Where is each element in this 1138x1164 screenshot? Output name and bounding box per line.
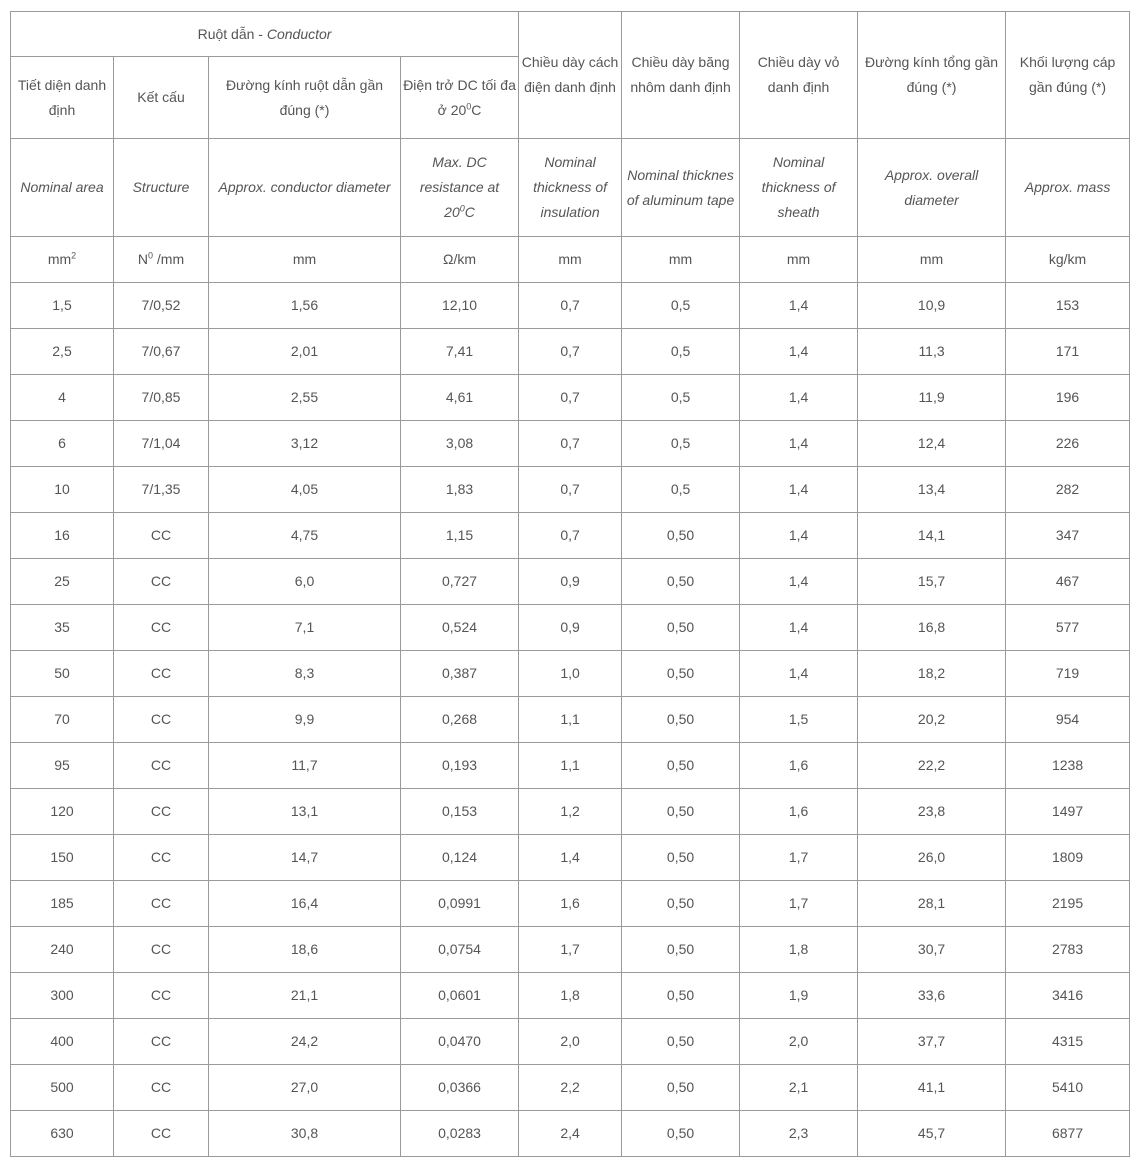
table-cell: 3,08 — [401, 421, 519, 467]
table-cell: 0,50 — [622, 789, 740, 835]
table-cell: 22,2 — [858, 743, 1006, 789]
header-structure-en: Structure — [114, 139, 209, 237]
header-conductor-diameter-vi: Đường kính ruột dẫn gần đúng (*) — [209, 57, 401, 139]
table-cell: 7/1,35 — [114, 467, 209, 513]
table-cell: 1,15 — [401, 513, 519, 559]
unit-text: mm — [919, 251, 944, 267]
table-row — [11, 743, 1130, 789]
table-cell: 12,4 — [858, 421, 1006, 467]
table-cell: 7,1 — [209, 605, 401, 651]
table-cell: 14,1 — [858, 513, 1006, 559]
resistance-vi-text: Điện trở DC tối đa ở 20 — [403, 76, 516, 118]
table-cell: 1,4 — [740, 559, 858, 605]
table-cell: 0,50 — [622, 559, 740, 605]
table-row — [11, 1019, 1130, 1065]
table-cell: 0,0470 — [401, 1019, 519, 1065]
table-row — [11, 467, 1130, 513]
table-cell: 35 — [11, 605, 114, 651]
table-cell: 0,50 — [622, 697, 740, 743]
table-cell: 4315 — [1006, 1019, 1130, 1065]
resistance-en-unit: C — [464, 204, 475, 220]
unit-cell — [519, 237, 622, 283]
table-cell: 13,4 — [858, 467, 1006, 513]
table-row — [11, 559, 1130, 605]
table-row — [11, 513, 1130, 559]
conductor-group-label-en: Conductor — [266, 25, 332, 42]
table-cell: 0,7 — [519, 467, 622, 513]
header-structure-vi: Kết cấu — [114, 57, 209, 139]
table-cell: 7/1,04 — [114, 421, 209, 467]
table-cell: CC — [114, 1019, 209, 1065]
unit-cell — [209, 237, 401, 283]
table-cell: 2,01 — [209, 329, 401, 375]
table-cell: 1,56 — [209, 283, 401, 329]
conductor-group-label-vi: Ruột dẫn - — [197, 25, 267, 42]
table-cell: 1,4 — [519, 835, 622, 881]
table-cell: 0,5 — [622, 329, 740, 375]
table-cell: CC — [114, 513, 209, 559]
resistance-en-sup: 0 — [459, 203, 465, 214]
table-cell: CC — [114, 697, 209, 743]
table-cell: 0,268 — [401, 697, 519, 743]
table-cell: 0,0754 — [401, 927, 519, 973]
header-sheath-vi: Chiều dày vỏ danh định — [740, 12, 858, 139]
table-cell: 0,524 — [401, 605, 519, 651]
unit-suffix: /mm — [153, 251, 185, 267]
table-cell: CC — [114, 559, 209, 605]
table-cell: 0,5 — [622, 467, 740, 513]
header-insulation-en: Nominal thickness of insulation — [519, 139, 622, 237]
header-row-units — [11, 237, 1130, 283]
table-cell: 7/0,85 — [114, 375, 209, 421]
unit-text: mm — [786, 251, 811, 267]
table-cell: 6877 — [1006, 1111, 1130, 1157]
table-cell: 0,50 — [622, 881, 740, 927]
table-cell: 0,7 — [519, 421, 622, 467]
table-cell: 23,8 — [858, 789, 1006, 835]
table-cell: 1,4 — [740, 421, 858, 467]
table-cell: 10,9 — [858, 283, 1006, 329]
table-cell: 4 — [11, 375, 114, 421]
table-cell: 1,4 — [740, 513, 858, 559]
table-cell: 0,50 — [622, 1111, 740, 1157]
table-cell: 0,5 — [622, 283, 740, 329]
table-cell: 0,50 — [622, 605, 740, 651]
table-cell: 1,5 — [11, 283, 114, 329]
unit-superscript: 0 — [148, 250, 154, 261]
table-cell: 0,0601 — [401, 973, 519, 1019]
table-cell: CC — [114, 605, 209, 651]
table-cell: 282 — [1006, 467, 1130, 513]
table-cell: 14,7 — [209, 835, 401, 881]
table-body — [11, 12, 1130, 1157]
table-row — [11, 1111, 1130, 1157]
header-tape-vi: Chiều dày băng nhôm danh định — [622, 12, 740, 139]
table-cell: 2,3 — [740, 1111, 858, 1157]
table-cell: 226 — [1006, 421, 1130, 467]
table-cell: 196 — [1006, 375, 1130, 421]
unit-superscript: 2 — [71, 250, 77, 261]
table-cell: 0,193 — [401, 743, 519, 789]
header-sheath-en: Nominal thickness of sheath — [740, 139, 858, 237]
table-row — [11, 375, 1130, 421]
table-cell: 4,61 — [401, 375, 519, 421]
header-area-en: Nominal area — [11, 139, 114, 237]
table-row — [11, 329, 1130, 375]
table-cell: 2,2 — [519, 1065, 622, 1111]
table-cell: CC — [114, 743, 209, 789]
table-cell: 6,0 — [209, 559, 401, 605]
table-cell: 0,50 — [622, 927, 740, 973]
table-cell: 50 — [11, 651, 114, 697]
table-cell: 7,41 — [401, 329, 519, 375]
table-row — [11, 697, 1130, 743]
unit-text: kg/km — [1048, 251, 1087, 267]
table-cell: 719 — [1006, 651, 1130, 697]
table-cell: 1,4 — [740, 651, 858, 697]
table-cell: 153 — [1006, 283, 1130, 329]
unit-cell — [622, 237, 740, 283]
table-cell: 24,2 — [209, 1019, 401, 1065]
table-cell: 1497 — [1006, 789, 1130, 835]
table-cell: 1,1 — [519, 743, 622, 789]
table-cell: 5410 — [1006, 1065, 1130, 1111]
unit-cell — [114, 237, 209, 283]
table-cell: 4,05 — [209, 467, 401, 513]
table-row — [11, 283, 1130, 329]
unit-cell — [11, 237, 114, 283]
table-cell: 0,7 — [519, 283, 622, 329]
resistance-vi-unit: C — [471, 101, 482, 118]
table-cell: 3416 — [1006, 973, 1130, 1019]
table-cell: 41,1 — [858, 1065, 1006, 1111]
table-cell: 0,5 — [622, 421, 740, 467]
table-cell: 4,75 — [209, 513, 401, 559]
table-cell: 6 — [11, 421, 114, 467]
table-cell: 1,4 — [740, 467, 858, 513]
table-row — [11, 927, 1130, 973]
table-cell: CC — [114, 881, 209, 927]
table-cell: 0,7 — [519, 329, 622, 375]
table-cell: 1,8 — [740, 927, 858, 973]
table-row — [11, 881, 1130, 927]
table-cell: 11,7 — [209, 743, 401, 789]
unit-text: mm — [292, 251, 317, 267]
table-cell: 1,6 — [740, 743, 858, 789]
table-cell: 18,6 — [209, 927, 401, 973]
table-cell: 2,4 — [519, 1111, 622, 1157]
table-cell: 0,50 — [622, 835, 740, 881]
table-cell: 1,83 — [401, 467, 519, 513]
table-cell: 2,5 — [11, 329, 114, 375]
unit-text: mm — [668, 251, 693, 267]
table-cell: 21,1 — [209, 973, 401, 1019]
table-row — [11, 605, 1130, 651]
unit-text: Ω/km — [443, 251, 477, 267]
table-cell: 1,7 — [740, 835, 858, 881]
table-cell: 0,50 — [622, 1065, 740, 1111]
table-cell: CC — [114, 1065, 209, 1111]
table-cell: 25 — [11, 559, 114, 605]
table-cell: 954 — [1006, 697, 1130, 743]
table-cell: 2783 — [1006, 927, 1130, 973]
table-cell: CC — [114, 835, 209, 881]
table-cell: 1,0 — [519, 651, 622, 697]
table-cell: 185 — [11, 881, 114, 927]
table-cell: 0,9 — [519, 605, 622, 651]
table-cell: 20,2 — [858, 697, 1006, 743]
table-cell: 30,8 — [209, 1111, 401, 1157]
table-cell: 0,0366 — [401, 1065, 519, 1111]
table-cell: 630 — [11, 1111, 114, 1157]
header-overall-diameter-en: Approx. overall diameter — [858, 139, 1006, 237]
unit-cell — [858, 237, 1006, 283]
table-cell: 7/0,67 — [114, 329, 209, 375]
resistance-vi-sup: 0 — [466, 100, 472, 111]
header-resistance-vi — [401, 57, 519, 139]
table-cell: 0,7 — [519, 513, 622, 559]
table-cell: 2195 — [1006, 881, 1130, 927]
table-cell: 10 — [11, 467, 114, 513]
table-cell: 45,7 — [858, 1111, 1006, 1157]
table-cell: 0,124 — [401, 835, 519, 881]
table-row — [11, 973, 1130, 1019]
table-cell: 11,3 — [858, 329, 1006, 375]
table-cell: 9,9 — [209, 697, 401, 743]
table-cell: 16 — [11, 513, 114, 559]
table-cell: 2,55 — [209, 375, 401, 421]
table-cell: 1,8 — [519, 973, 622, 1019]
table-row — [11, 1065, 1130, 1111]
header-insulation-vi: Chiều dày cách điện danh định — [519, 12, 622, 139]
table-cell: 0,50 — [622, 743, 740, 789]
table-cell: 1,2 — [519, 789, 622, 835]
header-overall-diameter-vi: Đường kính tổng gần đúng (*) — [858, 12, 1006, 139]
table-cell: 1,4 — [740, 329, 858, 375]
table-cell: 1809 — [1006, 835, 1130, 881]
table-cell: CC — [114, 927, 209, 973]
table-cell: 1238 — [1006, 743, 1130, 789]
header-conductor-diameter-en: Approx. conductor diameter — [209, 139, 401, 237]
table-cell: 150 — [11, 835, 114, 881]
resistance-en-text: Max. DC resistance at 20 — [419, 154, 500, 220]
table-cell: 2,0 — [740, 1019, 858, 1065]
header-mass-en: Approx. mass — [1006, 139, 1130, 237]
table-cell: 0,727 — [401, 559, 519, 605]
table-cell: CC — [114, 789, 209, 835]
table-cell: 3,12 — [209, 421, 401, 467]
table-cell: 240 — [11, 927, 114, 973]
table-cell: 1,1 — [519, 697, 622, 743]
table-cell: 500 — [11, 1065, 114, 1111]
table-cell: 15,7 — [858, 559, 1006, 605]
table-cell: 300 — [11, 973, 114, 1019]
table-row — [11, 421, 1130, 467]
table-cell: CC — [114, 973, 209, 1019]
unit-cell — [740, 237, 858, 283]
cable-spec-table — [10, 11, 1130, 1157]
header-tape-en: Nominal thicknes of aluminum tape — [622, 139, 740, 237]
table-cell: 0,153 — [401, 789, 519, 835]
table-cell: 0,50 — [622, 1019, 740, 1065]
table-cell: 1,6 — [519, 881, 622, 927]
table-cell: 1,4 — [740, 375, 858, 421]
table-cell: 0,5 — [622, 375, 740, 421]
table-cell: 12,10 — [401, 283, 519, 329]
table-cell: 1,7 — [740, 881, 858, 927]
table-cell: 70 — [11, 697, 114, 743]
table-cell: 30,7 — [858, 927, 1006, 973]
table-cell: 26,0 — [858, 835, 1006, 881]
table-cell: 0,50 — [622, 973, 740, 1019]
table-cell: 0,50 — [622, 651, 740, 697]
table-cell: 37,7 — [858, 1019, 1006, 1065]
table-cell: 0,0283 — [401, 1111, 519, 1157]
table-cell: 8,3 — [209, 651, 401, 697]
table-cell: 11,9 — [858, 375, 1006, 421]
unit-cell — [401, 237, 519, 283]
header-row-group — [11, 12, 1130, 57]
table-cell: 0,387 — [401, 651, 519, 697]
table-cell: 120 — [11, 789, 114, 835]
table-cell: 171 — [1006, 329, 1130, 375]
table-cell: 7/0,52 — [114, 283, 209, 329]
table-cell: 1,4 — [740, 605, 858, 651]
unit-text: mm — [558, 251, 582, 267]
table-cell: 28,1 — [858, 881, 1006, 927]
table-cell: 0,7 — [519, 375, 622, 421]
header-mass-vi: Khối lượng cáp gần đúng (*) — [1006, 12, 1130, 139]
table-cell: 16,4 — [209, 881, 401, 927]
table-cell: 0,0991 — [401, 881, 519, 927]
table-row — [11, 651, 1130, 697]
table-cell: 1,5 — [740, 697, 858, 743]
table-cell: 0,9 — [519, 559, 622, 605]
table-cell: 13,1 — [209, 789, 401, 835]
table-cell: 95 — [11, 743, 114, 789]
table-cell: 1,4 — [740, 283, 858, 329]
table-cell: 1,9 — [740, 973, 858, 1019]
table-cell: 16,8 — [858, 605, 1006, 651]
header-row-en — [11, 139, 1130, 237]
table-row — [11, 789, 1130, 835]
unit-text: N — [137, 251, 148, 267]
header-area-vi: Tiết diện danh định — [11, 57, 114, 139]
table-cell: 18,2 — [858, 651, 1006, 697]
table-cell: 2,1 — [740, 1065, 858, 1111]
table-cell: 400 — [11, 1019, 114, 1065]
table-cell: CC — [114, 1111, 209, 1157]
unit-text: mm — [47, 251, 72, 267]
table-row — [11, 835, 1130, 881]
unit-cell — [1006, 237, 1130, 283]
table-cell: 2,0 — [519, 1019, 622, 1065]
conductor-group-header — [11, 12, 519, 57]
table-cell: 1,7 — [519, 927, 622, 973]
table-cell: 467 — [1006, 559, 1130, 605]
table-cell: 33,6 — [858, 973, 1006, 1019]
table-cell: 577 — [1006, 605, 1130, 651]
table-cell: 347 — [1006, 513, 1130, 559]
table-cell: 27,0 — [209, 1065, 401, 1111]
table-cell: 1,6 — [740, 789, 858, 835]
header-resistance-en — [401, 139, 519, 237]
table-cell: CC — [114, 651, 209, 697]
table-cell: 0,50 — [622, 513, 740, 559]
